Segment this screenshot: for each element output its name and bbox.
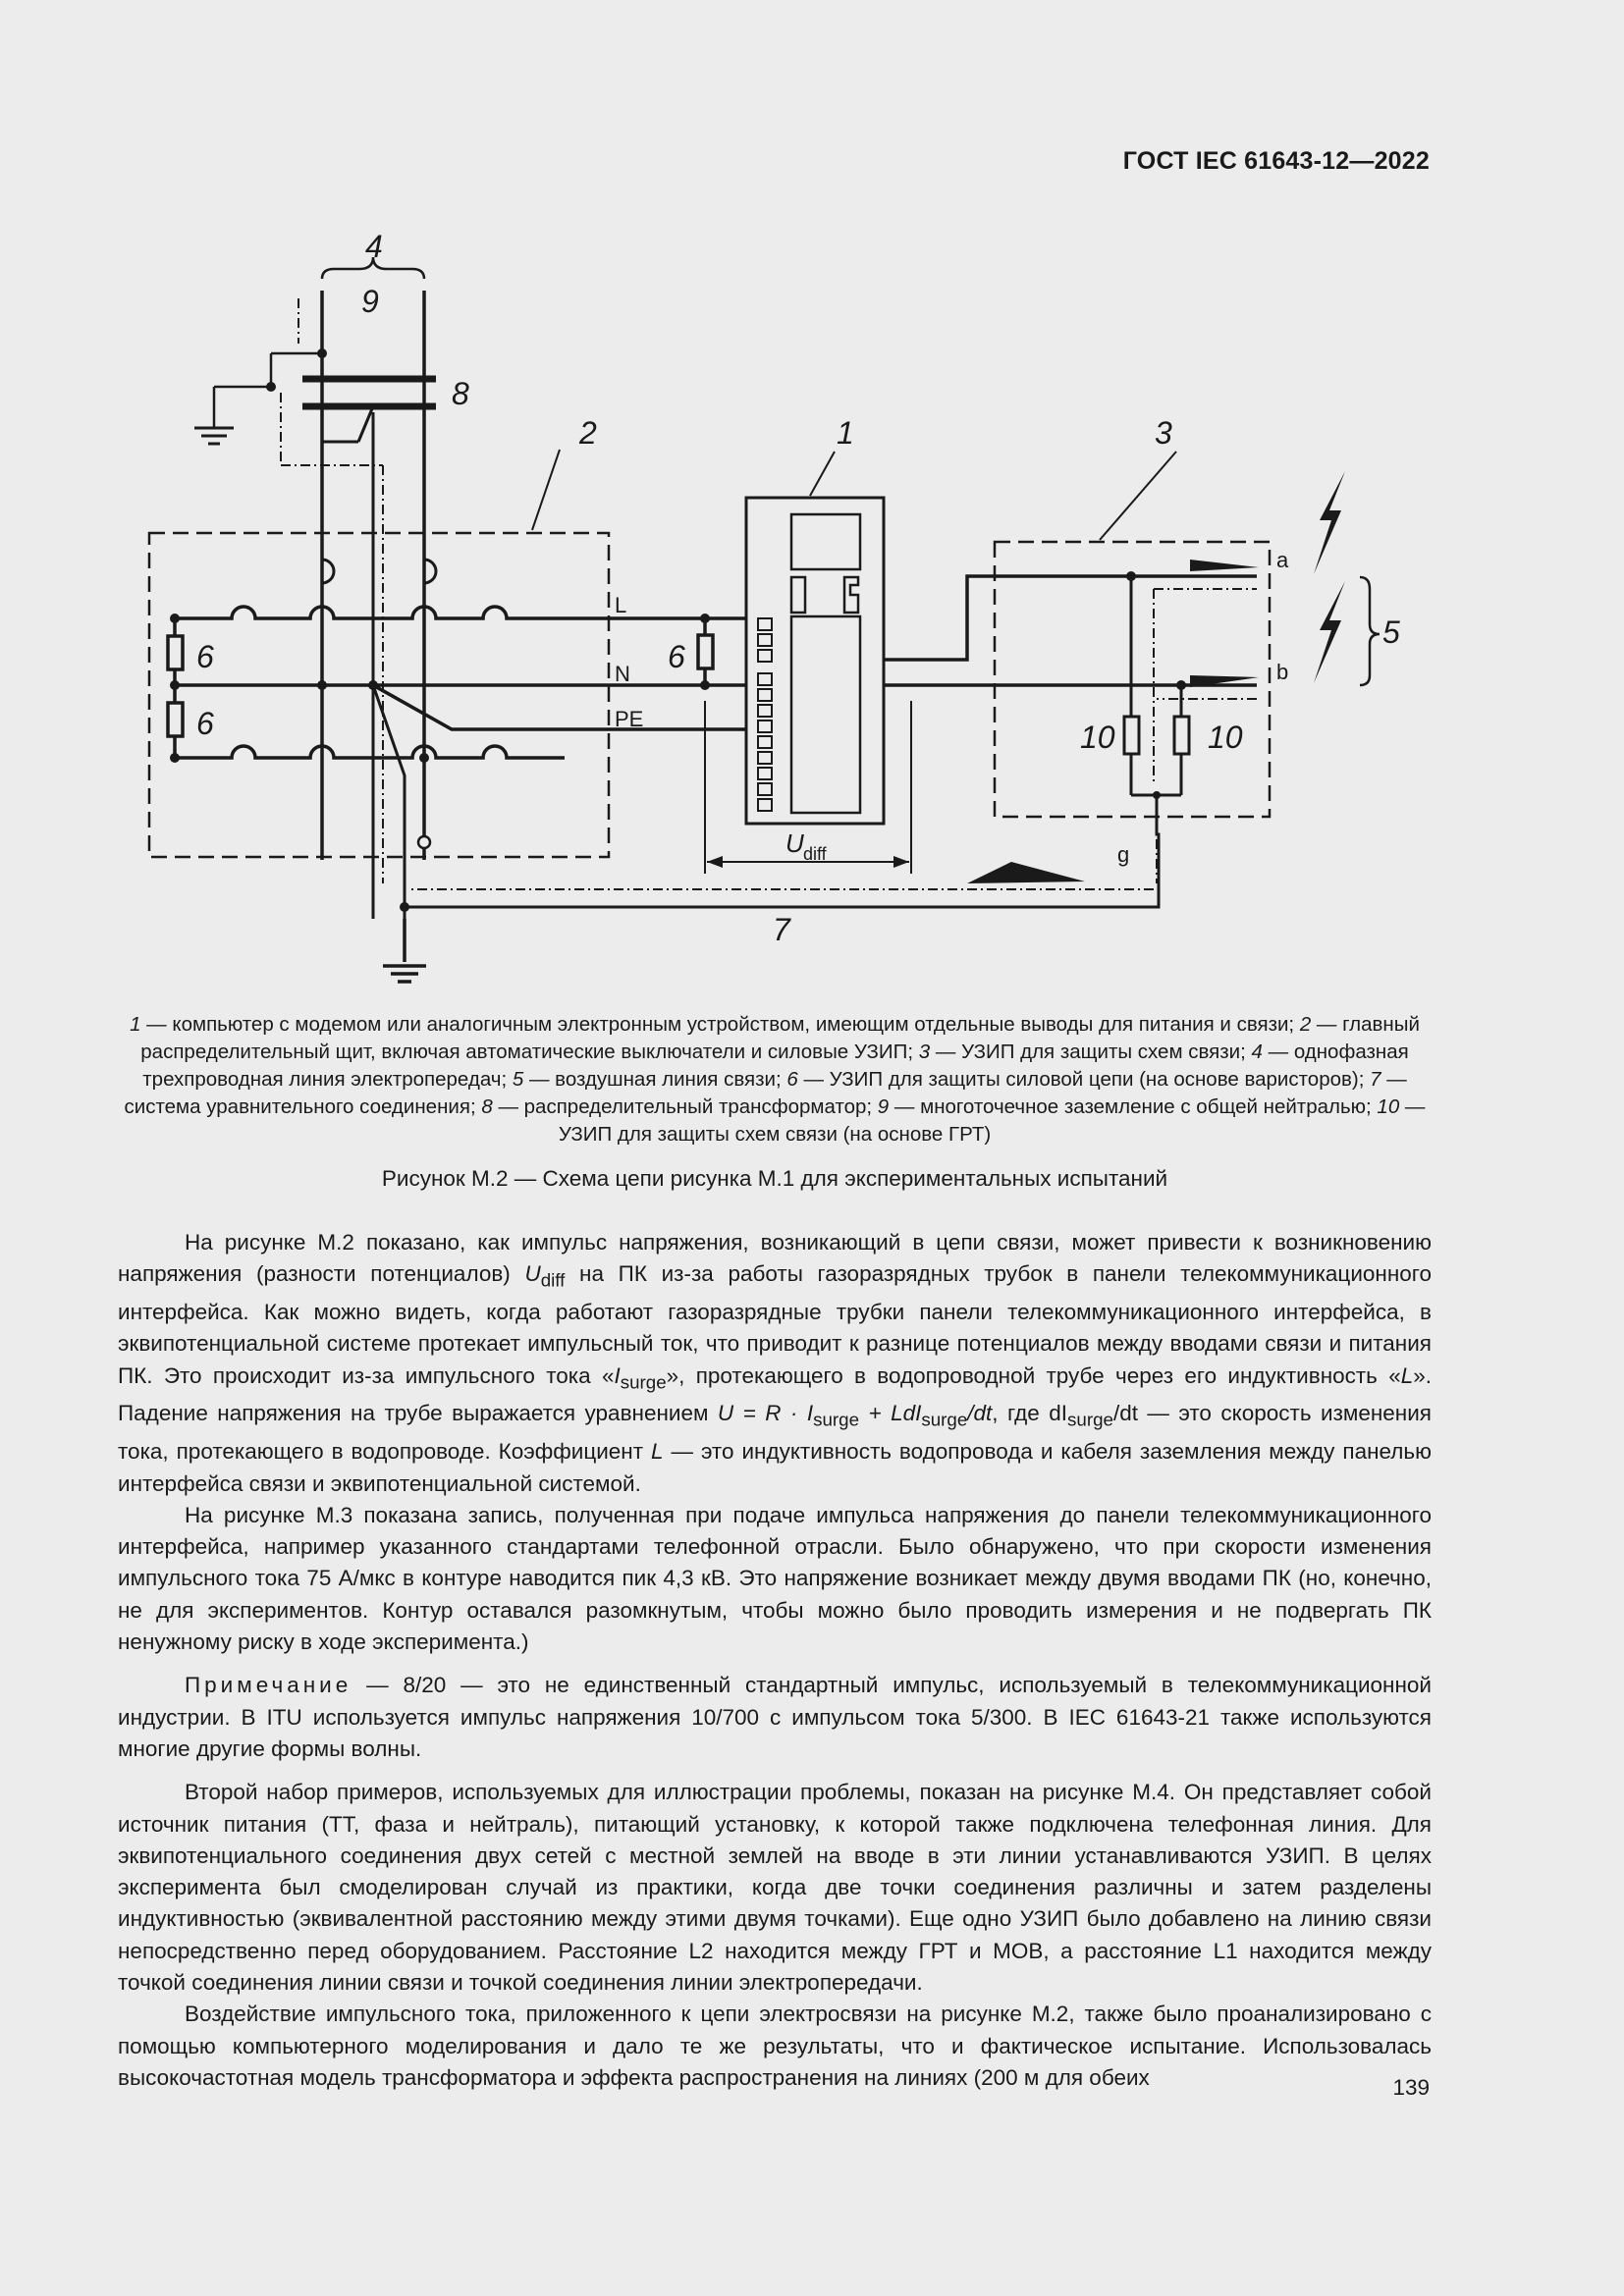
label-1: 1 — [837, 415, 854, 451]
label-6b: 6 — [196, 706, 214, 741]
circuit-svg — [118, 218, 1473, 993]
label-10a: 10 — [1080, 720, 1115, 755]
label-udiff-sub: diff — [803, 844, 827, 864]
label-b: b — [1276, 660, 1289, 684]
label-N: N — [615, 662, 630, 686]
body-text — [118, 1227, 1432, 2094]
figure-title: Рисунок M.2 — Схема цепи рисунка M.1 для экспериментальных испытаний — [381, 1166, 1168, 1191]
circuit-diagram — [118, 218, 1473, 993]
note: Примечание — 8/20 — это не единственный стандартный импульс, используемый в телекоммуникационной индустрии. В ITU используется импульс напряжения 10/700 с импульсом тока 5/300. В IEC 61643-21 также используются многие другие формы волны. — [118, 1673, 1432, 1761]
page-number: 139 — [1392, 2075, 1430, 2100]
label-2: 2 — [579, 415, 597, 451]
document-header: ГОСТ IEC 61643-12—2022 — [1122, 147, 1430, 175]
paragraph-3: Второй набор примеров, используемых для иллюстрации проблемы, показан на рисунке M.4. Он представляет собой источник питания (TT, фаза и нейтраль), питающий установку, к которой также подключена телефонная линия. Для эквипотенциального соединения двух сетей с местной землей на вводе в эти линии устанавливаются УЗИП. В целях эксперимента был смоделирован случай из практики, когда две точки соединения различны и затем разделены индуктивностью (эквивалентной расстоянию между этими двумя точками). Еще одно УЗИП было добавлено на линию связи непосредственно перед оборудованием. Расстояние L2 находится между ГРТ и MOB, а расстояние L1 находится между точкой соединения линии связи и точкой соединения линии электропередачи. — [118, 1780, 1432, 1996]
label-PE: PE — [615, 707, 644, 731]
label-6a: 6 — [196, 639, 214, 674]
paragraph-2: На рисунке M.3 показана запись, полученная при подаче импульса напряжения до панели телекоммуникационного интерфейса, например указанного стандартами телефонной отрасли. Было обнаружено, что при скорости изменения импульсного тока 75 А/мкс в контуре наводится пик 4,3 кВ. Это напряжение возникает между двумя вводами ПК (но, конечно, не для экспериментов. Контур оставался разомкнутым, чтобы можно было проводить измерения и не подвергать ПК ненужному риску в ходе эксперимента.) — [118, 1502, 1432, 1655]
label-udiff: U — [785, 828, 804, 858]
label-5: 5 — [1382, 614, 1400, 650]
label-7: 7 — [773, 912, 790, 947]
label-g: g — [1117, 842, 1130, 867]
figure-legend: 1 — компьютер с модемом или аналогичным электронным устройством, имеющим отдельные выводы для питания и связи; 2 — главный распределительный щит, включая автоматические выключатели и силовые УЗИП; 3 — УЗИП для защиты схем связи; 4 — однофазная трехпроводная линия электропередач; 5 — воздушная линия связи; 6 — УЗИП для защиты силовой цепи (на основе варисторов); 7 — система уравнительного соединения; 8 — распределительный трансформатор; 9 — многоточечное заземление с общей нейтралью; 10 — УЗИП для защиты схем связи (на основе ГРТ) — [124, 1013, 1426, 1146]
box-distribution-board — [149, 533, 609, 857]
label-3: 3 — [1155, 415, 1172, 451]
label-10b: 10 — [1208, 720, 1243, 755]
label-9: 9 — [361, 284, 379, 319]
label-L: L — [615, 593, 627, 617]
label-8: 8 — [452, 376, 469, 411]
label-6c: 6 — [668, 639, 685, 674]
paragraph-4: Воздействие импульсного тока, приложенного к цепи электросвязи на рисунке M.2, также было проанализировано с помощью компьютерного моделирования и дало те же результаты, что и фактическое испытание. Использовалась высокочастотная модель трансформатора и эффекта распространения на линиях (200 м для обеих — [118, 2002, 1432, 2090]
label-4: 4 — [365, 229, 383, 264]
label-a: a — [1276, 548, 1289, 572]
paragraph-1: На рисунке M.2 показано, как импульс напряжения, возникающий в цепи связи, может привести к возникновению напряжения (разности потенциалов) $U_{diff}$ на ПК из-за работы газоразрядных трубок в панели телекоммуникационного интерфейса. Как можно видеть, когда работают газоразрядные трубки панели телекоммуникационного интерфейса, в эквипотенциальной системе протекает импульсный ток, что приводит к разнице потенциалов между вводами связи и питания ПК. Это происходит из-за импульсного тока «$I_{surge}$», протекающего в водопроводной трубе через его индуктивность «L». Падение напряжения на трубе выражается уравнением $U = R \cdot I_{surge} + LdI_{surge}/dt$, где $dI_{surge}/dt$ — это скорость изменения тока, протекающего в водопроводе. Коэффициент L — это индуктивность водопровода и кабеля заземления между панелью интерфейса связи и эквипотенциальной системой. — [118, 1230, 1433, 1496]
